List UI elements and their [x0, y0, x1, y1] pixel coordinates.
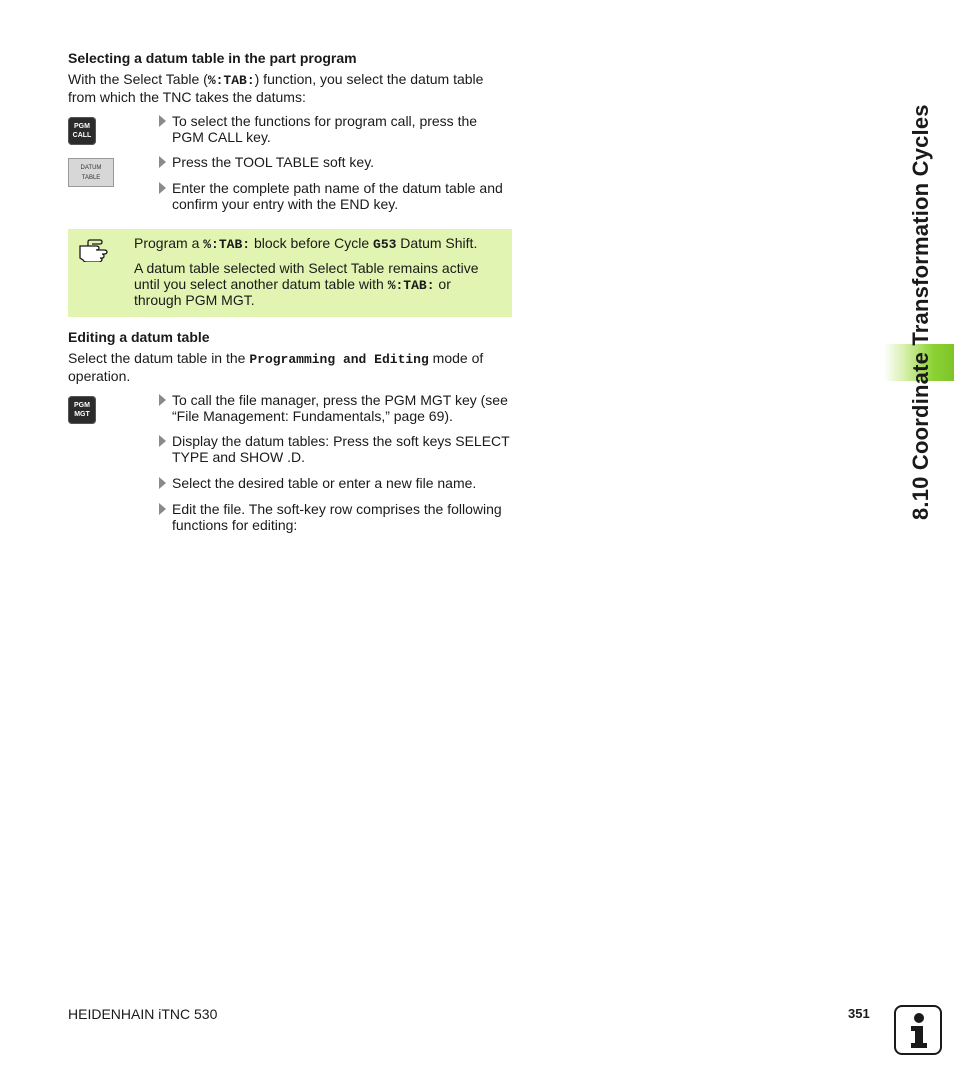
section-intro: With the Select Table (%:TAB:) function, you select the datum table from which the TNC takes the datums: — [68, 71, 484, 105]
arrow-right-icon — [159, 115, 166, 127]
code-mode: Programming and Editing — [249, 352, 429, 367]
info-i-glyph — [896, 1007, 940, 1053]
datum-table-softkey-icon: DATUM TABLE — [68, 158, 114, 187]
arrow-right-icon — [159, 503, 166, 515]
note-line: through PGM MGT. — [134, 292, 255, 308]
pointing-hand-icon — [78, 238, 110, 262]
section-heading-selecting-datum-table: Selecting a datum table in the part program — [68, 50, 357, 66]
note-line: A datum table selected with Select Table remains active — [134, 260, 479, 276]
note-box — [68, 229, 512, 317]
pgm-call-key-icon: PGM CALL — [68, 117, 96, 145]
arrow-right-icon — [159, 156, 166, 168]
list-item: To select the functions for program call, press the PGM CALL key. — [159, 113, 514, 145]
code-tab: %:TAB: — [207, 73, 255, 88]
arrow-right-icon — [159, 435, 166, 447]
chapter-title: 8.10 Coordinate Transformation Cycles — [908, 104, 933, 520]
note-line: Program a %:TAB: block before Cycle G53 Datum Shift. — [134, 235, 478, 252]
arrow-right-icon — [159, 477, 166, 489]
list-item: Edit the file. The soft-key row comprises the following functions for editing: — [159, 501, 514, 533]
list-item: Select the desired table or enter a new file name. — [159, 475, 514, 491]
arrow-right-icon — [159, 182, 166, 194]
list-item: Enter the complete path name of the datum table and confirm your entry with the END key. — [159, 180, 514, 212]
info-icon — [894, 1005, 942, 1055]
pgm-mgt-key-icon: PGM MGT — [68, 396, 96, 424]
arrow-right-icon — [159, 394, 166, 406]
list-item: To call the file manager, press the PGM MGT key (see “File Management: Fundamentals,” page 69). — [159, 392, 514, 424]
section-heading-editing-datum-table: Editing a datum table — [68, 329, 210, 345]
list-item: Press the TOOL TABLE soft key. — [159, 154, 514, 170]
page-number: 351 — [848, 1006, 870, 1021]
footer-product: HEIDENHAIN iTNC 530 — [68, 1006, 218, 1022]
note-line: until you select another datum table with %:TAB: or — [134, 276, 451, 293]
list-item: Display the datum tables: Press the soft keys SELECT TYPE and SHOW .D. — [159, 433, 514, 465]
section-intro: Select the datum table in the Programming and Editing mode of operation. — [68, 350, 484, 384]
